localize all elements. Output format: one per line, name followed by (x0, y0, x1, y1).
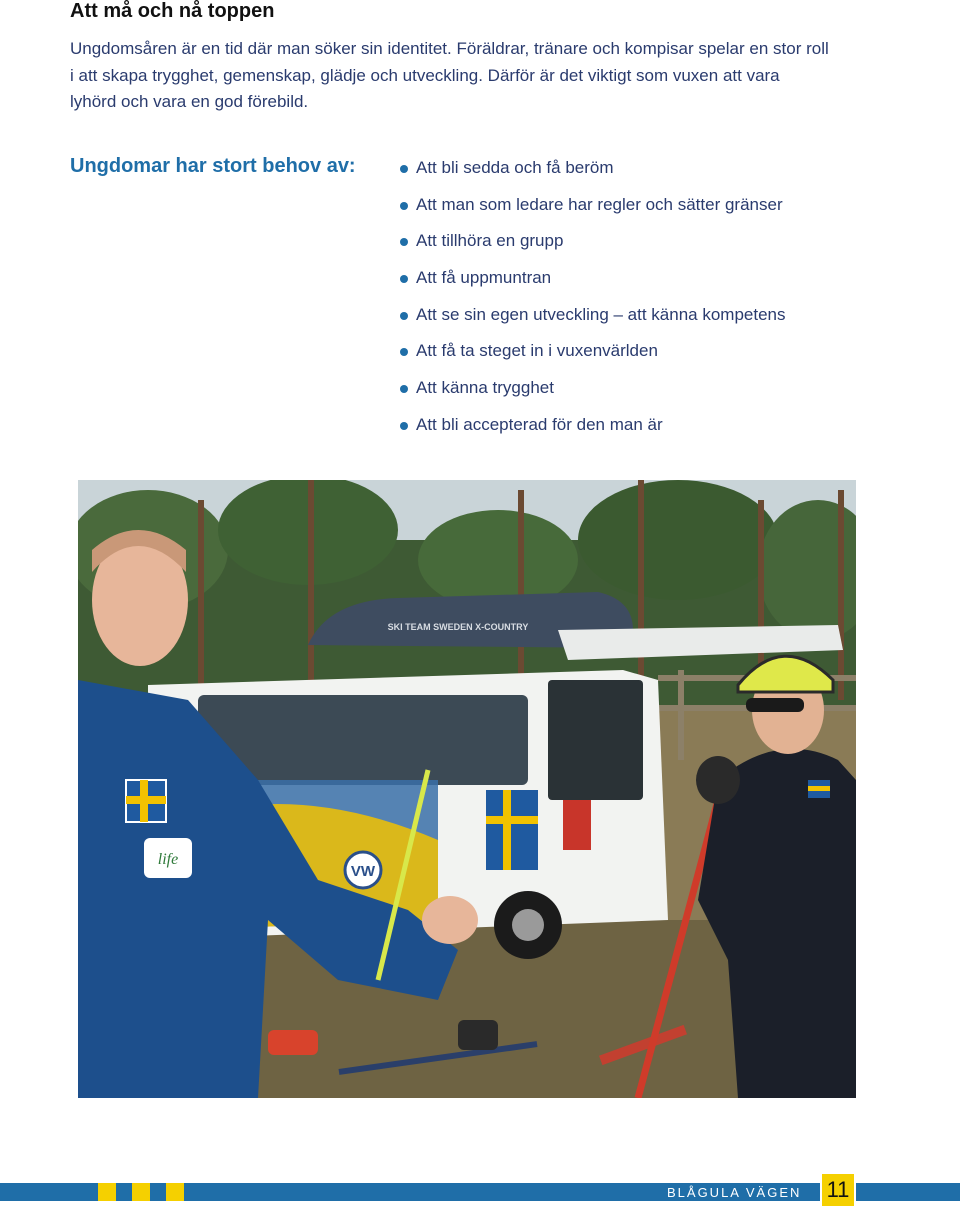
bullet-icon (400, 385, 408, 393)
bullet-icon (400, 238, 408, 246)
list-item (400, 265, 786, 302)
list-item-text: Att få ta steget in i vuxenvärlden (416, 341, 658, 361)
intro-paragraph: Ungdomsåren är en tid där man söker sin identitet. Föräldrar, tränare och kompisar spelar en stor roll i att skapa trygghet, gemenskap, glädje och utveckling. Därför är det viktigt som vuxen att vara lyhörd och vara en god förebild. (70, 39, 829, 111)
needs-list (400, 155, 786, 449)
footer-flag-block (166, 1183, 184, 1201)
list-item-text: Att få uppmuntran (416, 268, 552, 288)
footer-flag-block (132, 1183, 150, 1201)
bullet-icon (400, 202, 408, 210)
bullet-icon (400, 312, 408, 320)
list-item-text: Att känna trygghet (416, 378, 554, 398)
team-photo (78, 480, 856, 1098)
needs-title: Ungdomar har stort behov av: (70, 155, 356, 177)
van-vw-logo: VW (350, 863, 376, 880)
footer-flag-block (98, 1183, 116, 1201)
roof-box-text: SKI TEAM SWEDEN X-COUNTRY (387, 622, 529, 632)
list-item (400, 412, 786, 449)
bullet-icon (400, 275, 408, 283)
list-item-text: Att se sin egen utveckling – att känna kompetens (416, 304, 786, 324)
list-item (400, 155, 786, 192)
list-item-text: Att bli sedda och få beröm (416, 158, 614, 177)
bullet-icon (400, 422, 408, 430)
sleeve-patch-text: life (157, 851, 179, 868)
page-number: 11 (820, 1172, 856, 1208)
list-item (400, 302, 786, 339)
list-item-text: Att tillhöra en grupp (416, 231, 564, 251)
list-item-text: Att bli accepterad för den man är (416, 414, 663, 434)
bullet-icon (400, 348, 408, 356)
bullet-icon (400, 165, 408, 173)
list-item (400, 375, 786, 412)
list-item (400, 192, 786, 229)
page-heading: Att må och nå toppen (70, 0, 275, 22)
list-item-text: Att man som ledare har regler och sätter gränser (416, 194, 783, 214)
list-item (400, 338, 786, 375)
list-item (400, 228, 786, 265)
team-photo-illustration (78, 480, 856, 1098)
footer-brand: BLÅGULA VÄGEN (667, 1184, 809, 1201)
